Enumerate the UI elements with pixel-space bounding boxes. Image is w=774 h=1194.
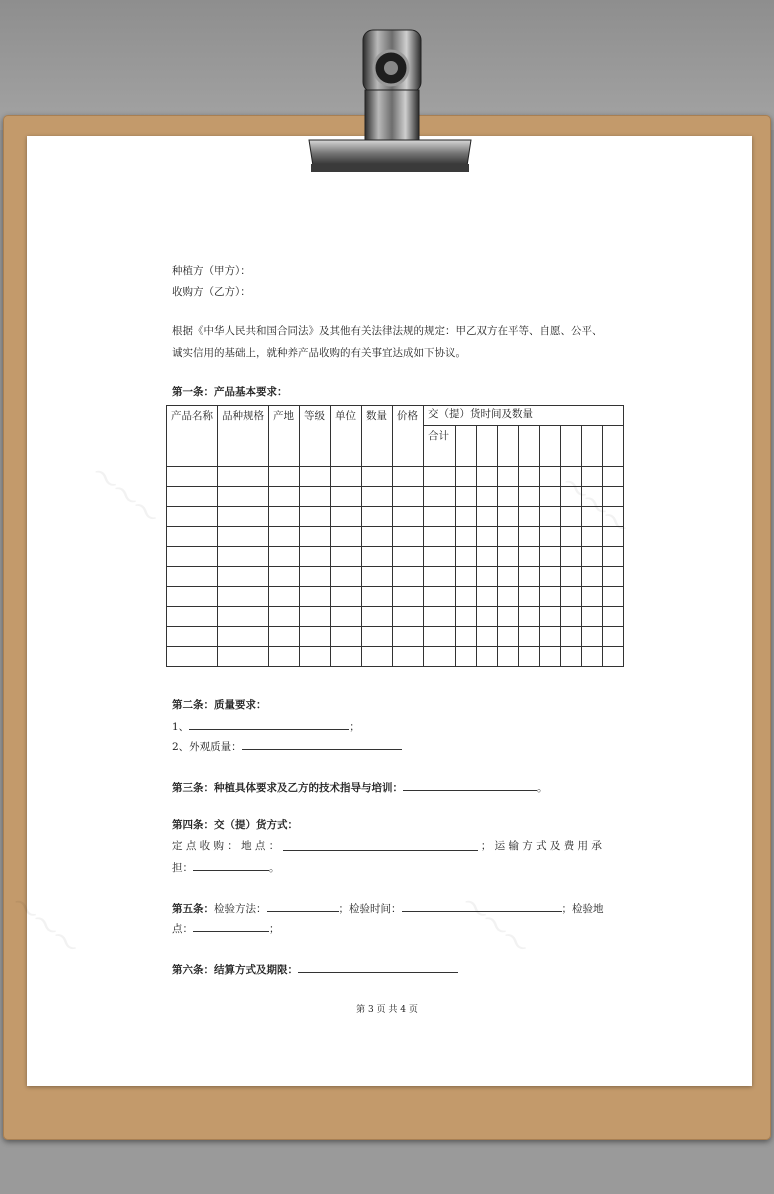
table-cell[interactable] <box>393 527 424 547</box>
table-cell[interactable] <box>331 467 362 487</box>
header-unit: 单位 <box>331 406 362 467</box>
delivery-char: 及 <box>549 840 561 852</box>
table-cell[interactable] <box>561 467 582 487</box>
table-cell[interactable] <box>498 627 519 647</box>
table-row <box>167 527 624 547</box>
delivery-sub-cell[interactable] <box>456 426 477 467</box>
table-cell[interactable] <box>582 507 603 527</box>
article-3 <box>172 779 548 795</box>
delivery-sub-cell[interactable] <box>540 426 561 467</box>
table-cell[interactable] <box>424 467 456 487</box>
table-cell[interactable] <box>498 607 519 627</box>
table-cell[interactable] <box>393 587 424 607</box>
table-cell[interactable] <box>218 507 269 527</box>
table-row <box>167 587 624 607</box>
table-cell[interactable] <box>519 647 540 667</box>
table-cell[interactable] <box>519 467 540 487</box>
table-cell[interactable] <box>603 647 624 667</box>
table-cell[interactable] <box>477 507 498 527</box>
table-cell[interactable] <box>424 607 456 627</box>
table-cell[interactable] <box>393 467 424 487</box>
page-number: 第 3 页 共 4 页 <box>356 1005 418 1015</box>
table-cell[interactable] <box>519 527 540 547</box>
table-cell[interactable] <box>362 627 393 647</box>
table-cell[interactable] <box>393 607 424 627</box>
table-cell[interactable] <box>362 507 393 527</box>
delivery-char: 购 <box>213 840 224 852</box>
table-cell[interactable] <box>218 527 269 547</box>
table-cell[interactable] <box>424 507 456 527</box>
table-cell[interactable] <box>603 567 624 587</box>
table-cell[interactable] <box>424 587 456 607</box>
table-cell[interactable] <box>167 527 218 547</box>
table-cell[interactable] <box>269 647 300 667</box>
header-total: 合计 <box>424 426 456 467</box>
table-cell[interactable] <box>519 607 540 627</box>
table-row <box>167 487 624 507</box>
table-cell[interactable] <box>477 647 498 667</box>
table-row <box>167 567 624 587</box>
table-cell[interactable] <box>519 567 540 587</box>
table-cell[interactable] <box>331 487 362 507</box>
table-cell[interactable] <box>561 647 582 667</box>
table-cell[interactable] <box>269 627 300 647</box>
table-cell[interactable] <box>300 507 331 527</box>
quality-item-1-prefix: 1、 <box>172 721 190 733</box>
table-cell[interactable] <box>218 607 269 627</box>
table-cell[interactable] <box>498 487 519 507</box>
delivery-char: 输 <box>508 840 519 852</box>
table-cell[interactable] <box>540 547 561 567</box>
delivery-char: 点 <box>254 840 266 852</box>
article-5-line-1 <box>172 900 602 916</box>
delivery-line-2 <box>172 859 280 875</box>
table-cell[interactable] <box>300 567 331 587</box>
delivery-char: 用 <box>577 840 588 852</box>
table-cell[interactable] <box>424 647 456 667</box>
watermark: ～～～ <box>4 889 84 963</box>
table-cell[interactable] <box>540 627 561 647</box>
delivery-location-blank[interactable] <box>283 839 478 851</box>
table-cell[interactable] <box>269 487 300 507</box>
table-cell[interactable] <box>393 487 424 507</box>
article-5-title: 第五条： <box>172 903 214 915</box>
table-cell[interactable] <box>331 567 362 587</box>
table-cell[interactable] <box>456 467 477 487</box>
inspection-place-blank[interactable] <box>193 920 269 932</box>
table-cell[interactable] <box>167 647 218 667</box>
table-cell[interactable] <box>269 467 300 487</box>
table-cell[interactable] <box>362 587 393 607</box>
delivery-char: ； <box>480 840 492 852</box>
quality-item-2 <box>172 738 402 754</box>
appearance-quality-blank[interactable] <box>242 738 402 750</box>
table-cell[interactable] <box>167 627 218 647</box>
table-cell[interactable] <box>300 607 331 627</box>
table-cell[interactable] <box>561 627 582 647</box>
header-origin: 产地 <box>269 406 300 467</box>
table-cell[interactable] <box>582 647 603 667</box>
table-cell[interactable] <box>218 647 269 667</box>
freight-cost-blank[interactable] <box>193 859 269 871</box>
watermark: ～～～ <box>454 889 534 963</box>
table-cell[interactable] <box>519 587 540 607</box>
header-price: 价格 <box>393 406 424 467</box>
article-2-title: 第二条：质量要求： <box>172 699 267 711</box>
table-cell[interactable] <box>498 467 519 487</box>
table-cell[interactable] <box>300 467 331 487</box>
settlement-blank[interactable] <box>298 961 458 973</box>
table-cell[interactable] <box>300 527 331 547</box>
table-cell[interactable] <box>269 507 300 527</box>
table-cell[interactable] <box>456 527 477 547</box>
table-cell[interactable] <box>331 587 362 607</box>
table-cell[interactable] <box>218 467 269 487</box>
table-cell[interactable] <box>362 527 393 547</box>
table-cell[interactable] <box>300 647 331 667</box>
article-6-title: 第六条：结算方式及期限： <box>172 964 298 976</box>
delivery-char: ： <box>268 840 280 852</box>
table-cell[interactable] <box>519 547 540 567</box>
delivery-char: 运 <box>494 840 506 852</box>
article-3-title: 第三条：种植具体要求及乙方的技术指导与培训： <box>172 782 403 794</box>
table-cell[interactable] <box>331 607 362 627</box>
table-cell[interactable] <box>218 487 269 507</box>
quality-item-1-blank[interactable] <box>189 718 349 730</box>
table-cell[interactable] <box>477 627 498 647</box>
table-cell[interactable] <box>218 567 269 587</box>
table-cell[interactable] <box>477 527 498 547</box>
delivery-char: 点 <box>185 840 197 852</box>
table-cell[interactable] <box>300 487 331 507</box>
delivery-char: 收 <box>199 840 211 852</box>
table-cell[interactable] <box>477 607 498 627</box>
table-cell[interactable] <box>498 647 519 667</box>
inspection-time-label: ；检验时间： <box>338 903 402 915</box>
table-cell[interactable] <box>269 547 300 567</box>
delivery-sub-cell[interactable] <box>477 426 498 467</box>
watermark: ～～～ <box>84 459 164 533</box>
table-cell[interactable] <box>456 507 477 527</box>
table-cell[interactable] <box>362 647 393 667</box>
table-cell[interactable] <box>582 527 603 547</box>
intro-line-2: 诚实信用的基础上，就种养产品收购的有关事宜达成如下协议。 <box>172 347 466 359</box>
table-cell[interactable] <box>456 487 477 507</box>
table-cell[interactable] <box>477 587 498 607</box>
table-cell[interactable] <box>269 567 300 587</box>
table-cell[interactable] <box>218 547 269 567</box>
table-cell[interactable] <box>582 547 603 567</box>
delivery-sub-cell[interactable] <box>498 426 519 467</box>
table-cell[interactable] <box>540 487 561 507</box>
delivery-sub-cell[interactable] <box>561 426 582 467</box>
table-cell[interactable] <box>393 647 424 667</box>
delivery-sub-cell[interactable] <box>582 426 603 467</box>
table-cell[interactable] <box>603 527 624 547</box>
table-row <box>167 607 624 627</box>
delivery-char: 费 <box>563 840 575 852</box>
table-cell[interactable] <box>167 547 218 567</box>
table-cell[interactable] <box>582 607 603 627</box>
table-cell[interactable] <box>362 487 393 507</box>
table-cell[interactable] <box>167 607 218 627</box>
binder-clip <box>305 28 475 178</box>
table-cell[interactable] <box>498 587 519 607</box>
table-cell[interactable] <box>424 487 456 507</box>
table-cell[interactable] <box>331 527 362 547</box>
table-cell[interactable] <box>167 567 218 587</box>
table-cell[interactable] <box>603 547 624 567</box>
table-cell[interactable] <box>582 587 603 607</box>
table-cell[interactable] <box>540 607 561 627</box>
table-cell[interactable] <box>218 587 269 607</box>
table-cell[interactable] <box>561 487 582 507</box>
delivery-char: 方 <box>522 840 533 852</box>
delivery-char: 定 <box>172 840 183 852</box>
table-cell[interactable] <box>167 507 218 527</box>
table-cell[interactable] <box>393 567 424 587</box>
table-row <box>167 467 624 487</box>
table-cell[interactable] <box>603 467 624 487</box>
header-variety-spec: 品种规格 <box>218 406 269 467</box>
table-cell[interactable] <box>498 567 519 587</box>
table-cell[interactable] <box>561 527 582 547</box>
table-cell[interactable] <box>362 547 393 567</box>
delivery-line-2-prefix: 担： <box>172 862 193 874</box>
table-cell[interactable] <box>167 587 218 607</box>
table-cell[interactable] <box>582 567 603 587</box>
party-b-label: 收购方（乙方）： <box>172 286 251 298</box>
table-cell[interactable] <box>331 507 362 527</box>
table-cell[interactable] <box>603 487 624 507</box>
delivery-line-1 <box>172 839 602 853</box>
table-cell[interactable] <box>218 627 269 647</box>
table-cell[interactable] <box>167 487 218 507</box>
table-cell[interactable] <box>456 607 477 627</box>
header-quantity: 数量 <box>362 406 393 467</box>
table-cell[interactable] <box>393 627 424 647</box>
table-cell[interactable] <box>561 587 582 607</box>
inspection-place-label: ；检验地 <box>561 903 604 915</box>
delivery-char: 地 <box>241 840 252 852</box>
table-cell[interactable] <box>167 467 218 487</box>
table-cell[interactable] <box>456 587 477 607</box>
table-cell[interactable] <box>561 607 582 627</box>
quality-item-1-suffix: ； <box>349 721 360 733</box>
table-cell[interactable] <box>477 487 498 507</box>
article-3-suffix: 。 <box>537 782 548 794</box>
table-cell[interactable] <box>561 567 582 587</box>
delivery-sub-cell[interactable] <box>603 426 624 467</box>
table-cell[interactable] <box>300 587 331 607</box>
article-5-line-2 <box>172 920 280 936</box>
table-cell[interactable] <box>540 507 561 527</box>
technical-guidance-blank[interactable] <box>403 779 537 791</box>
table-cell[interactable] <box>331 627 362 647</box>
table-cell[interactable] <box>540 527 561 547</box>
inspection-method-blank[interactable] <box>267 900 339 912</box>
table-cell[interactable] <box>424 627 456 647</box>
table-cell[interactable] <box>456 647 477 667</box>
inspection-time-blank[interactable] <box>402 900 562 912</box>
table-cell[interactable] <box>362 607 393 627</box>
table-cell[interactable] <box>519 627 540 647</box>
table-cell[interactable] <box>424 567 456 587</box>
table-cell[interactable] <box>269 587 300 607</box>
intro-line-1: 根据《中华人民共和国合同法》及其他有关法律法规的规定：甲乙双方在平等、自愿、公平、 <box>172 325 603 337</box>
table-cell[interactable] <box>456 567 477 587</box>
delivery-char: 承 <box>591 840 602 852</box>
inspection-place-prefix: 点： <box>172 923 193 935</box>
table-cell[interactable] <box>603 587 624 607</box>
product-table <box>166 405 624 667</box>
header-product-name: 产品名称 <box>167 406 218 467</box>
table-cell[interactable] <box>498 507 519 527</box>
table-row <box>167 547 624 567</box>
article-4-title: 第四条：交（提）货方式： <box>172 819 298 831</box>
table-cell[interactable] <box>331 547 362 567</box>
table-cell[interactable] <box>477 547 498 567</box>
table-cell[interactable] <box>269 607 300 627</box>
table-cell[interactable] <box>362 467 393 487</box>
table-cell[interactable] <box>540 567 561 587</box>
table-cell[interactable] <box>582 627 603 647</box>
table-cell[interactable] <box>393 507 424 527</box>
article-1-title: 第一条：产品基本要求： <box>172 386 288 398</box>
header-grade: 等级 <box>300 406 331 467</box>
article-6 <box>172 961 458 977</box>
party-a-label: 种植方（甲方）： <box>172 265 251 277</box>
table-cell[interactable] <box>362 567 393 587</box>
table-cell[interactable] <box>603 507 624 527</box>
table-cell[interactable] <box>561 507 582 527</box>
table-cell[interactable] <box>477 467 498 487</box>
table-cell[interactable] <box>300 547 331 567</box>
table-cell[interactable] <box>477 567 498 587</box>
table-cell[interactable] <box>519 487 540 507</box>
table-cell[interactable] <box>582 467 603 487</box>
table-row <box>167 627 624 647</box>
table-cell[interactable] <box>582 487 603 507</box>
watermark: ～～～ <box>554 469 634 543</box>
quality-item-2-prefix: 2、外观质量： <box>172 741 242 753</box>
table-cell[interactable] <box>393 547 424 567</box>
delivery-char: ： <box>227 840 238 852</box>
table-cell[interactable] <box>519 507 540 527</box>
table-cell[interactable] <box>603 607 624 627</box>
table-cell[interactable] <box>456 627 477 647</box>
table-cell[interactable] <box>424 547 456 567</box>
table-cell[interactable] <box>424 527 456 547</box>
delivery-char: 式 <box>536 840 547 852</box>
table-cell[interactable] <box>540 587 561 607</box>
table-cell[interactable] <box>498 547 519 567</box>
table-row <box>167 647 624 667</box>
table-row <box>167 507 624 527</box>
table-cell[interactable] <box>269 527 300 547</box>
table-cell[interactable] <box>300 627 331 647</box>
table-cell[interactable] <box>540 467 561 487</box>
table-cell[interactable] <box>540 647 561 667</box>
quality-item-1 <box>172 718 360 734</box>
table-cell[interactable] <box>561 547 582 567</box>
table-cell[interactable] <box>498 527 519 547</box>
header-delivery: 交（提）货时间及数量 <box>424 406 624 426</box>
table-cell[interactable] <box>603 627 624 647</box>
table-cell[interactable] <box>331 647 362 667</box>
table-cell[interactable] <box>456 547 477 567</box>
delivery-sub-cell[interactable] <box>519 426 540 467</box>
inspection-method-label: 检验方法： <box>214 903 267 915</box>
inspection-place-suffix: ； <box>269 923 280 935</box>
delivery-line-2-suffix: 。 <box>269 862 280 874</box>
